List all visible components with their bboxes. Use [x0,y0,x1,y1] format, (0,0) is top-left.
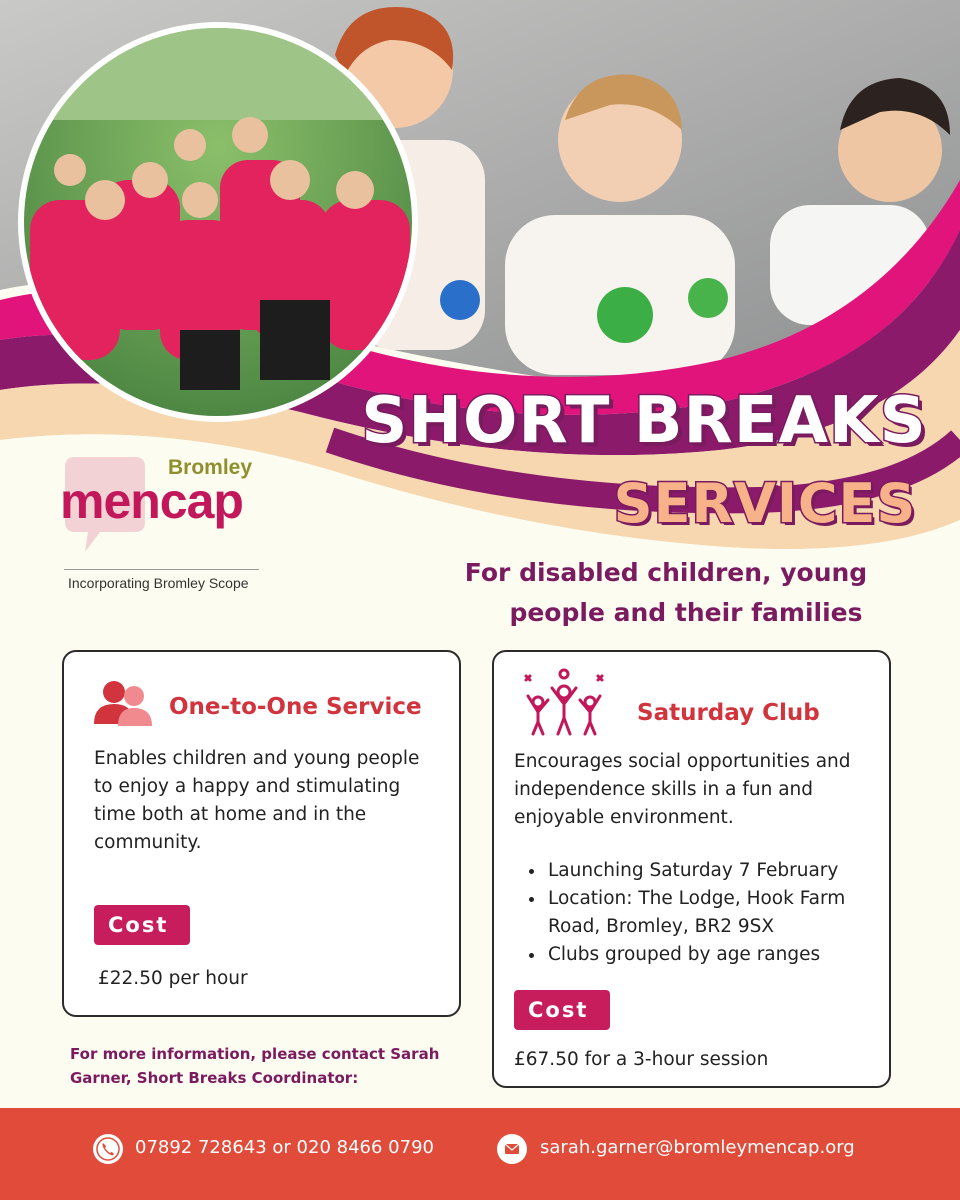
cost-badge: Cost [514,990,610,1030]
page-subtitle: SERVICES [613,472,917,535]
logo-place: Bromley [168,456,253,479]
price-text: £22.50 per hour [98,968,248,989]
people-icon [94,678,152,728]
card-title: One-to-One Service [169,694,422,720]
card-description: Encourages social opportunities and independence skills in a fun and enjoyable environment. [514,751,851,828]
logo-tagline: Incorporating Bromley Scope [68,575,249,591]
audience-tagline [446,553,886,633]
list-item: Launching Saturday 7 February [524,857,874,885]
logo-divider [64,569,259,570]
service-card-saturday-club [492,650,891,1088]
email-link[interactable]: sarah.garner@bromleymencap.org [540,1137,855,1158]
phone-icon [93,1134,123,1164]
tagline-line-2: people and their families [509,598,863,627]
celebrating-group-icon [516,666,612,738]
phone-link[interactable]: 07892 728643 or 020 8466 0790 [135,1137,434,1158]
service-card-one-to-one [62,650,461,1017]
feature-list [524,857,874,969]
list-item: Location: The Lodge, Hook Farm Road, Bromley, BR2 9SX [524,885,874,941]
list-item: Clubs grouped by age ranges [524,941,874,969]
contact-note: For more information, please contact Sarah Garner, Short Breaks Coordinator: [70,1045,440,1087]
logo-name: mencap [60,473,243,529]
tagline-line-1: For disabled children, young [464,558,868,587]
card-title: Saturday Club [637,700,820,726]
page-title: SHORT BREAKS [361,384,927,458]
cost-badge: Cost [94,905,190,945]
mencap-logo [60,452,270,602]
card-description: Enables children and young people to enjoy a happy and stimulating time both at home and in the community. [94,748,420,853]
price-text: £67.50 for a 3-hour session [514,1049,769,1070]
email-icon [497,1134,527,1164]
